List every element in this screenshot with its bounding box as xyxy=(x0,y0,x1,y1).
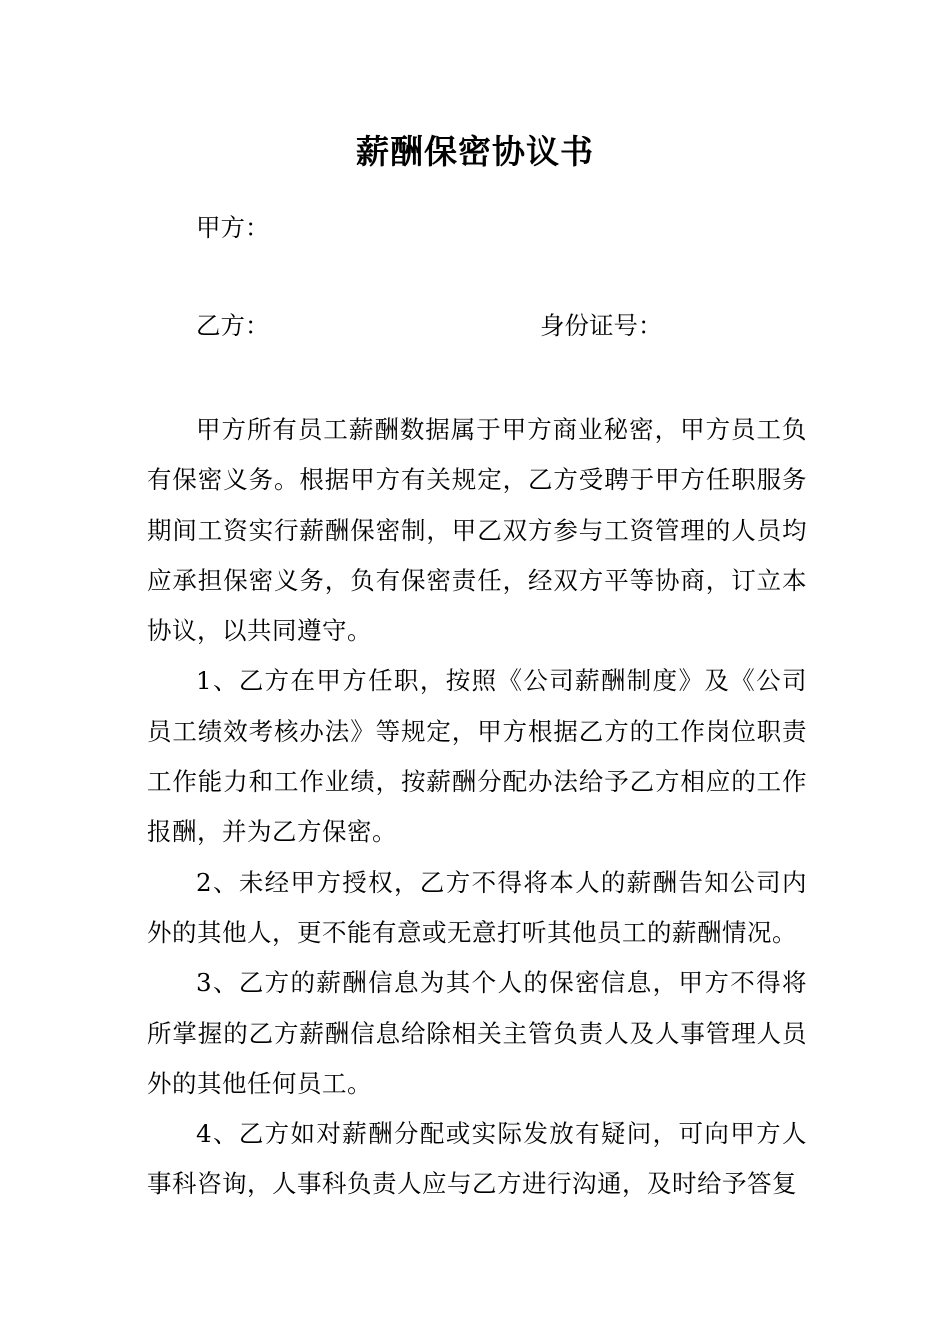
document-title: 薪酬保密协议书 xyxy=(356,132,594,171)
clause-3: 3、乙方的薪酬信息为其个人的保密信息，甲方不得将所掌握的乙方薪酬信息给除相关主管负责人及人事管理人员外的其他任何员工。 xyxy=(147,968,807,1098)
party-a-label: 甲方： xyxy=(196,213,270,242)
id-number-label: 身份证号： xyxy=(540,311,663,340)
clause-1: 1、乙方在甲方任职，按照《公司薪酬制度》及《公司员工绩效考核办法》等规定，甲方根据乙方的工作岗位职责工作能力和工作业绩，按薪酬分配办法给予乙方相应的工作报酬，并为乙方保密。 xyxy=(147,666,807,847)
clause-2: 2、未经甲方授权，乙方不得将本人的薪酬告知公司内外的其他人，更不能有意或无意打听其他员工的薪酬情况。 xyxy=(147,867,807,947)
agreement-body xyxy=(147,405,807,1210)
party-b-label: 乙方： xyxy=(196,311,270,340)
clause-4: 4、乙方如对薪酬分配或实际发放有疑问，可向甲方人事科咨询，人事科负责人应与乙方进行沟通，及时给予答复 xyxy=(147,1119,807,1199)
intro-paragraph: 甲方所有员工薪酬数据属于甲方商业秘密，甲方员工负有保密义务。根据甲方有关规定，乙方受聘于甲方任职服务期间工资实行薪酬保密制，甲乙双方参与工资管理的人员均应承担保密义务，负有保密责任，经双方平等协商，订立本协议，以共同遵守。 xyxy=(147,415,807,646)
